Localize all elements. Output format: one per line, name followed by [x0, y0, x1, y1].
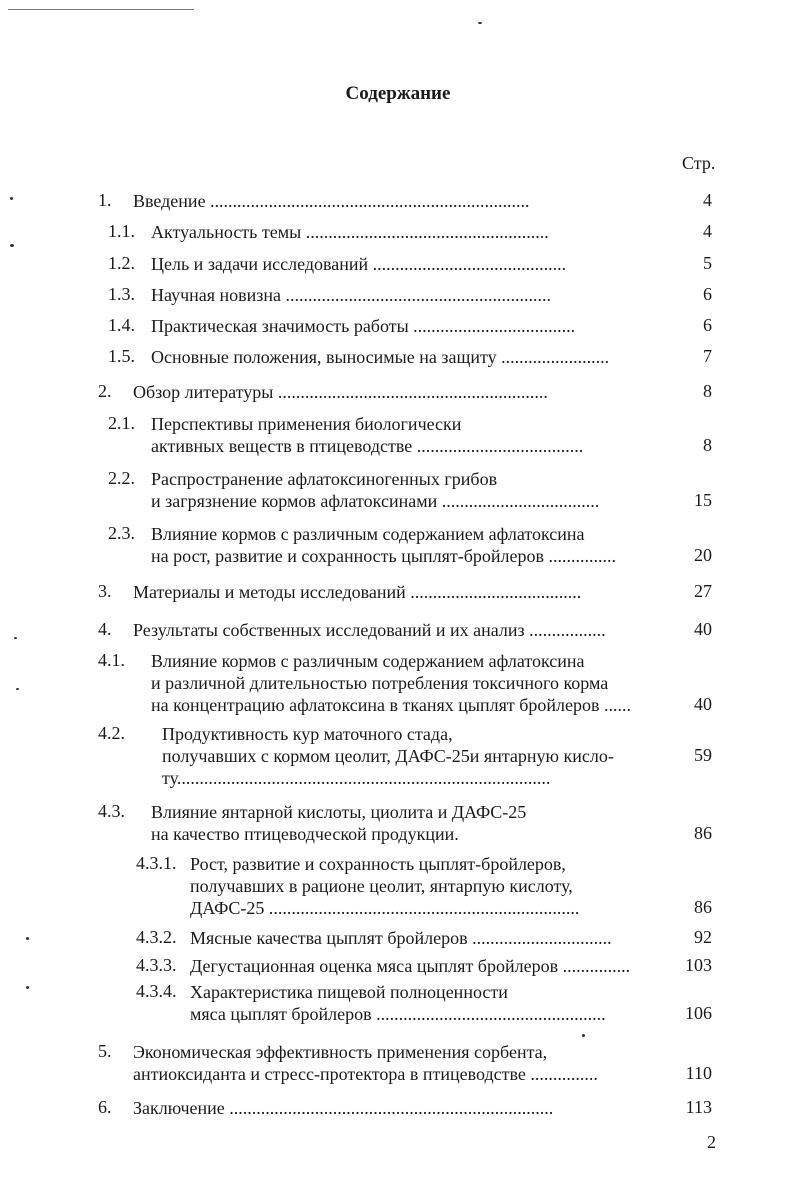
toc-entry-title [151, 468, 599, 512]
toc-entry-line: на рост, развитие и сохранность цыплят-бройлеров ............... [151, 546, 616, 566]
toc-entry-title [151, 523, 616, 567]
toc-entry-title [151, 346, 609, 368]
scan-speck [26, 986, 29, 989]
toc-entry-number: 2.2. [108, 468, 135, 488]
toc-entry-line: активных веществ в птицеводстве ..................................... [151, 436, 584, 456]
toc-entry-page: 110 [685, 1063, 712, 1083]
toc-entry-line: Цель и задачи исследований ........................................... [151, 254, 567, 274]
scan-speck [478, 22, 482, 24]
toc-entry-title [162, 723, 614, 789]
toc-entry-page: 4 [703, 221, 712, 241]
toc-entry-page: 4 [703, 190, 712, 210]
toc-entry-title [190, 853, 579, 919]
toc-entry-line: антиоксиданта и стресс-протектора в птицеводстве ............... [133, 1064, 598, 1084]
toc-entry-title [190, 927, 612, 949]
toc-entry-number: 4.3.4. [136, 981, 177, 1001]
toc-entry-number: 2. [98, 381, 112, 401]
toc-entry-title [133, 581, 581, 603]
toc-entry-page: 6 [703, 284, 712, 304]
toc-entry-title [133, 1041, 598, 1085]
toc-entry-title [151, 650, 631, 716]
toc-entry-number: 4. [98, 619, 112, 639]
toc-entry-line: Экономическая эффективность применения сорбента, [133, 1042, 548, 1062]
scan-speck [26, 937, 29, 940]
toc-entry-line: Научная новизна ........................................................... [151, 285, 552, 305]
toc-entry-line: ДАФС-25 ..................................................................... [190, 898, 580, 918]
toc-entry-number: 4.3.1. [136, 853, 177, 873]
toc-entry-number: 4.1. [98, 650, 125, 670]
toc-entry-line: получавших с кормом цеолит, ДАФС-25и янтарную кисло- [162, 746, 614, 766]
toc-entry-title [133, 1097, 553, 1119]
toc-entry-line: ту................................................................................... [162, 768, 551, 788]
toc-entry-title [151, 221, 549, 243]
toc-entry-line: Введение ....................................................................... [133, 191, 530, 211]
toc-entry-number: 1.3. [108, 284, 135, 304]
toc-entry-title [151, 315, 575, 337]
toc-entry-line: Материалы и методы исследований ...................................... [133, 582, 582, 602]
toc-entry-number: 4.3. [98, 801, 125, 821]
toc-entry-page: 8 [703, 381, 712, 401]
toc-entry-page: 86 [694, 897, 712, 917]
toc-entry-page: 86 [694, 823, 712, 843]
toc-entry-title [133, 381, 548, 403]
toc-entry-title [190, 981, 606, 1025]
page-title: Содержание [345, 83, 451, 104]
scan-speck [16, 688, 19, 690]
toc-entry-line: Характеристика пищевой полноценности [190, 982, 508, 1002]
toc-entry-page: 59 [694, 745, 712, 765]
toc-entry-line: Заключение ........................................................................ [133, 1098, 554, 1118]
toc-entry-page: 8 [703, 435, 712, 455]
toc-entry-number: 1.4. [108, 315, 135, 335]
toc-entry-page: 106 [685, 1003, 712, 1023]
toc-entry-line: Влияние кормов с различным содержанием афлатоксина [151, 524, 585, 544]
top-rule [8, 9, 194, 10]
toc-entry-line: Распространение афлатоксиногенных грибов [151, 469, 498, 489]
toc-entry-page: 20 [694, 545, 712, 565]
toc-entry-page: 6 [703, 315, 712, 335]
toc-entry-line: Обзор литературы ............................................................ [133, 382, 548, 402]
toc-entry-number: 1.5. [108, 346, 135, 366]
toc-entry-page: 92 [694, 927, 712, 947]
toc-entry-line: Практическая значимость работы .................................... [151, 316, 576, 336]
toc-entry-number: 5. [98, 1041, 112, 1061]
toc-entry-title [133, 619, 606, 641]
toc-entry-line: Влияние янтарной кислоты, циолита и ДАФС-25 [151, 802, 527, 822]
toc-entry-line: Дегустационная оценка мяса цыплят бройлеров ............... [190, 956, 631, 976]
toc-entry-number: 3. [98, 581, 112, 601]
toc-entry-line: на качество птицеводческой продукции. [151, 824, 459, 844]
scan-speck [10, 197, 13, 200]
toc-entry-line: Рост, развитие и сохранность цыплят-бройлеров, [190, 854, 566, 874]
toc-entry-line: Продуктивность кур маточного стада, [162, 724, 453, 744]
toc-entry-page: 113 [685, 1097, 712, 1117]
toc-entry-number: 2.3. [108, 523, 135, 543]
toc-entry-page: 40 [694, 694, 712, 714]
toc-entry-number: 1.1. [108, 221, 135, 241]
toc-entry-title [133, 190, 530, 212]
toc-entry-line: Мясные качества цыплят бройлеров ............................... [190, 928, 612, 948]
page-column-header: Стр. [682, 153, 716, 173]
toc-entry-number: 4.3.2. [136, 927, 177, 947]
toc-entry-line: Влияние кормов с различным содержанием афлатоксина [151, 651, 585, 671]
toc-entry-title [151, 801, 526, 845]
toc-entry-title [151, 284, 551, 306]
toc-entry-page: 15 [694, 490, 712, 510]
toc-entry-title [190, 955, 630, 977]
toc-entry-line: Результаты собственных исследований и их анализ ................. [133, 620, 606, 640]
scan-speck [10, 244, 14, 247]
toc-entry-line: Актуальность темы ...................................................... [151, 222, 549, 242]
toc-entry-page: 27 [694, 581, 712, 601]
toc-entry-page: 7 [703, 346, 712, 366]
toc-entry-number: 1.2. [108, 253, 135, 273]
toc-entry-line: Перспективы применения биологически [151, 414, 462, 434]
toc-entry-line: получавших в рационе цеолит, янтарпую кислоту, [190, 876, 573, 896]
toc-entry-line: Основные положения, выносимые на защиту ........................ [151, 347, 610, 367]
toc-entry-line: и загрязнение кормов афлатоксинами ................................... [151, 491, 600, 511]
scan-speck [582, 1034, 585, 1037]
toc-entry-number: 1. [98, 190, 112, 210]
scan-speck [14, 637, 17, 639]
page-number: 2 [707, 1132, 716, 1152]
toc-entry-number: 4.3.3. [136, 955, 177, 975]
toc-entry-number: 2.1. [108, 413, 135, 433]
toc-entry-page: 40 [694, 619, 712, 639]
toc-entry-line: на концентрацию афлатоксина в тканях цыплят бройлеров ...... [151, 695, 631, 715]
toc-entry-title [151, 413, 583, 457]
toc-entry-line: мяса цыплят бройлеров ................................................... [190, 1004, 606, 1024]
toc-entry-number: 6. [98, 1097, 112, 1117]
toc-entry-page: 5 [703, 253, 712, 273]
toc-entry-line: и различной длительностью потребления токсичного корма [151, 673, 609, 693]
toc-entry-title [151, 253, 566, 275]
toc-entry-number: 4.2. [98, 723, 125, 743]
toc-entry-page: 103 [685, 955, 712, 975]
